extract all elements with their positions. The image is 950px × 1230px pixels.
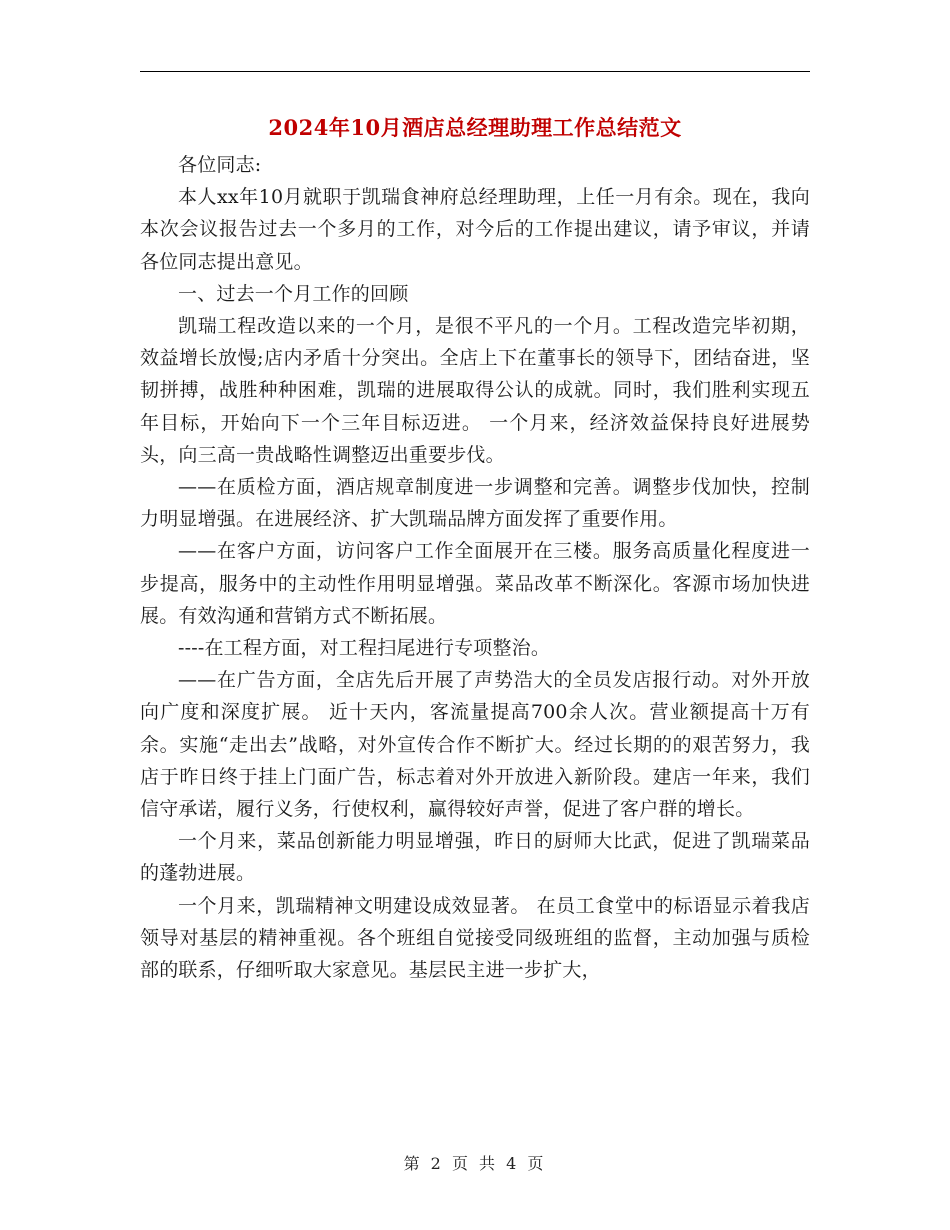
document-body	[140, 149, 810, 986]
paragraph-customer: ——在客户方面，访问客户工作全面展开在三楼。服务高质量化程度进一步提高，服务中的主动性作用明显增强。菜品改革不断深化。客源市场加快进展。有效沟通和营销方式不断拓展。	[140, 540, 810, 627]
paragraph-review: 凯瑞工程改造以来的一个月，是很不平凡的一个月。工程改造完毕初期，效益增长放慢;店内矛盾十分突出。全店上下在董事长的领导下，团结奋进，坚韧拼搏，战胜种种困难，凯瑞的进展取得公认的成就。同时，我们胜利实现五年目标，开始向下一个三年目标迈进。 一个月来，经济效益保持良好进展势头，向三高一贵战略性调整迈出重要步伐。	[140, 315, 810, 466]
paragraph-dishes: 一个月来，菜品创新能力明显增强，昨日的厨师大比武，促进了凯瑞菜品的蓬勃进展。	[140, 830, 810, 885]
paragraph-culture: 一个月来，凯瑞精神文明建设成效显著。 在员工食堂中的标语显示着我店领导对基层的精神重视。各个班组自觉接受同级班组的监督，主动加强与质检部的联系，仔细听取大家意见。基层民主进一步扩大，	[140, 894, 810, 982]
section-heading: 一、过去一个月工作的回顾	[178, 282, 409, 305]
page-footer: 第 2 页 共 4 页	[403, 1154, 547, 1173]
document-title: 2024年10月酒店总经理助理工作总结范文	[268, 115, 682, 140]
paragraph-salutation: 各位同志:	[178, 154, 262, 176]
paragraph-engineering: ----在工程方面，对工程扫尾进行专项整治。	[178, 637, 551, 660]
header-rule	[140, 71, 810, 72]
paragraph-quality: ——在质检方面，酒店规章制度进一步调整和完善。调整步伐加快，控制力明显增强。在进展经济、扩大凯瑞品牌方面发挥了重要作用。	[140, 476, 810, 531]
paragraph-intro: 本人xx年10月就职于凯瑞食神府总经理助理，上任一月有余。现在，我向本次会议报告过去一个多月的工作，对今后的工作提出建议，请予审议，并请各位同志提出意见。	[140, 186, 810, 273]
paragraph-advertising: ——在广告方面，全店先后开展了声势浩大的全员发店报行动。对外开放向广度和深度扩展。 近十天内，客流量提高700余人次。营业额提高十万有余。实施“走出去”战略，对外宣传合作不断扩大。经过长期的的艰苦努力，我店于昨日终于挂上门面广告，标志着对外开放进入新阶段。建店一年来，我们信守承诺，履行义务，行使权利，赢得较好声誉，促进了客户群的增长。	[140, 669, 810, 821]
